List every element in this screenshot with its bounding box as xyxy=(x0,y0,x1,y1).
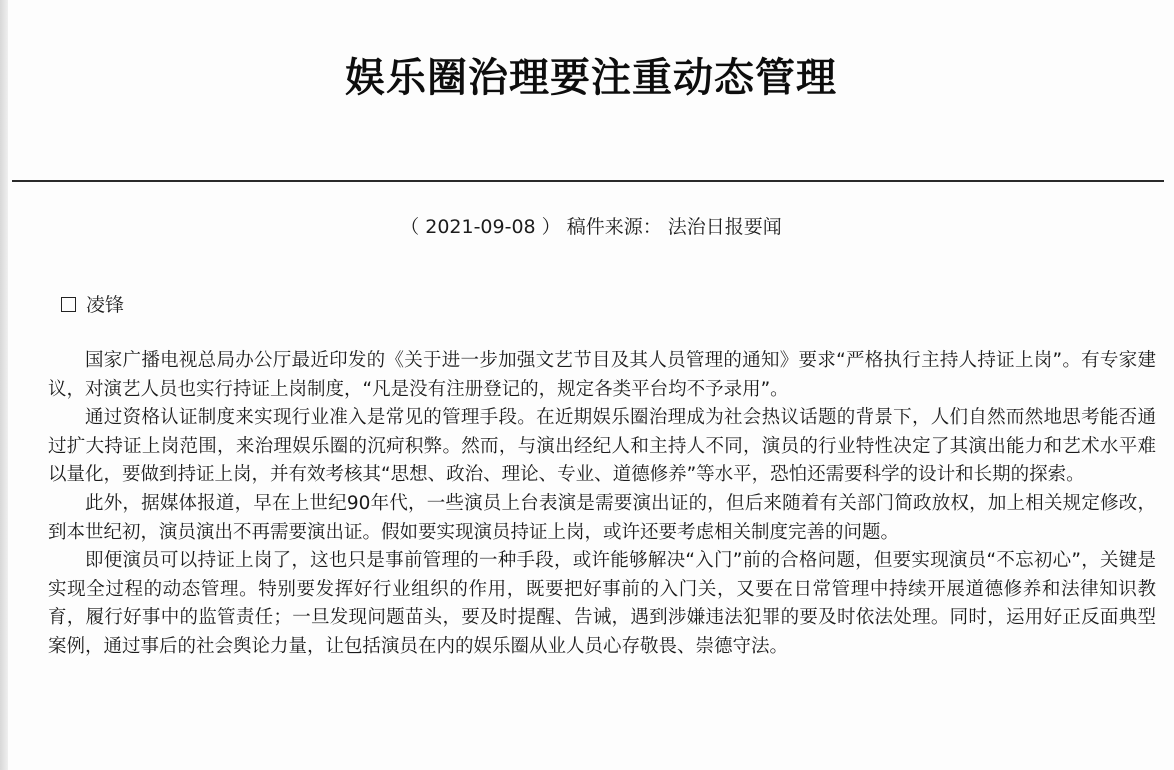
article-body xyxy=(48,347,1156,662)
article-title: 娱乐圈治理要注重动态管理 xyxy=(345,55,837,101)
paragraph: 国家广播电视总局办公厅最近印发的《关于进一步加强文艺节目及其人员管理的通知》要求“严格执行主持人持证上岗”。有专家建议，对演艺人员也实行持证上岗制度，“凡是没有注册登记的，规定各类平台均不予录用”。 xyxy=(48,350,1156,400)
author-name: 凌锋 xyxy=(86,294,125,316)
square-bullet-icon xyxy=(61,297,76,312)
paragraph: 即便演员可以持证上岗了，这也只是事前管理的一种手段，或许能够解决“入门”前的合格问题，但要实现演员“不忘初心”，关键是实现全过程的动态管理。特别要发挥好行业组织的作用，既要把好事前的入门关，又要在日常管理中持续开展道德修养和法律知识教育，履行好事中的监管责任；一旦发现问题苗头，要及时提醒、告诫，遇到涉嫌违法犯罪的要及时依法处理。同时，运用好正反面典型案例，通过事后的社会舆论力量，让包括演员在内的娱乐圈从业人员心存敬畏、崇德守法。 xyxy=(48,550,1156,657)
article-page xyxy=(8,0,1174,770)
paragraph: 通过资格认证制度来实现行业准入是常见的管理手段。在近期娱乐圈治理成为社会热议话题的背景下，人们自然而然地思考能否通过扩大持证上岗范围，来治理娱乐圈的沉疴积弊。然而，与演出经纪人和主持人不同，演员的行业特性决定了其演出能力和艺术水平难以量化，要做到持证上岗，并有效考核其“思想、政治、理论、专业、道德修养”等水平，恐怕还需要科学的设计和长期的探索。 xyxy=(48,407,1156,486)
page-left-margin xyxy=(0,0,8,770)
paragraph: 此外，据媒体报道，早在上世纪90年代，一些演员上台表演是需要演出证的，但后来随着有关部门简政放权，加上相关规定修改，到本世纪初，演员演出不再需要演出证。假如要实现演员持证上岗，或许还要考虑相关制度完善的问题。 xyxy=(48,492,1156,543)
publish-date: （ 2021-09-08 ） xyxy=(400,216,561,238)
source-name: 法治日报要闻 xyxy=(667,216,782,238)
article-meta xyxy=(8,212,1174,239)
author-line xyxy=(61,290,124,317)
source-label: 稿件来源： xyxy=(566,216,662,238)
title-divider xyxy=(12,180,1164,182)
